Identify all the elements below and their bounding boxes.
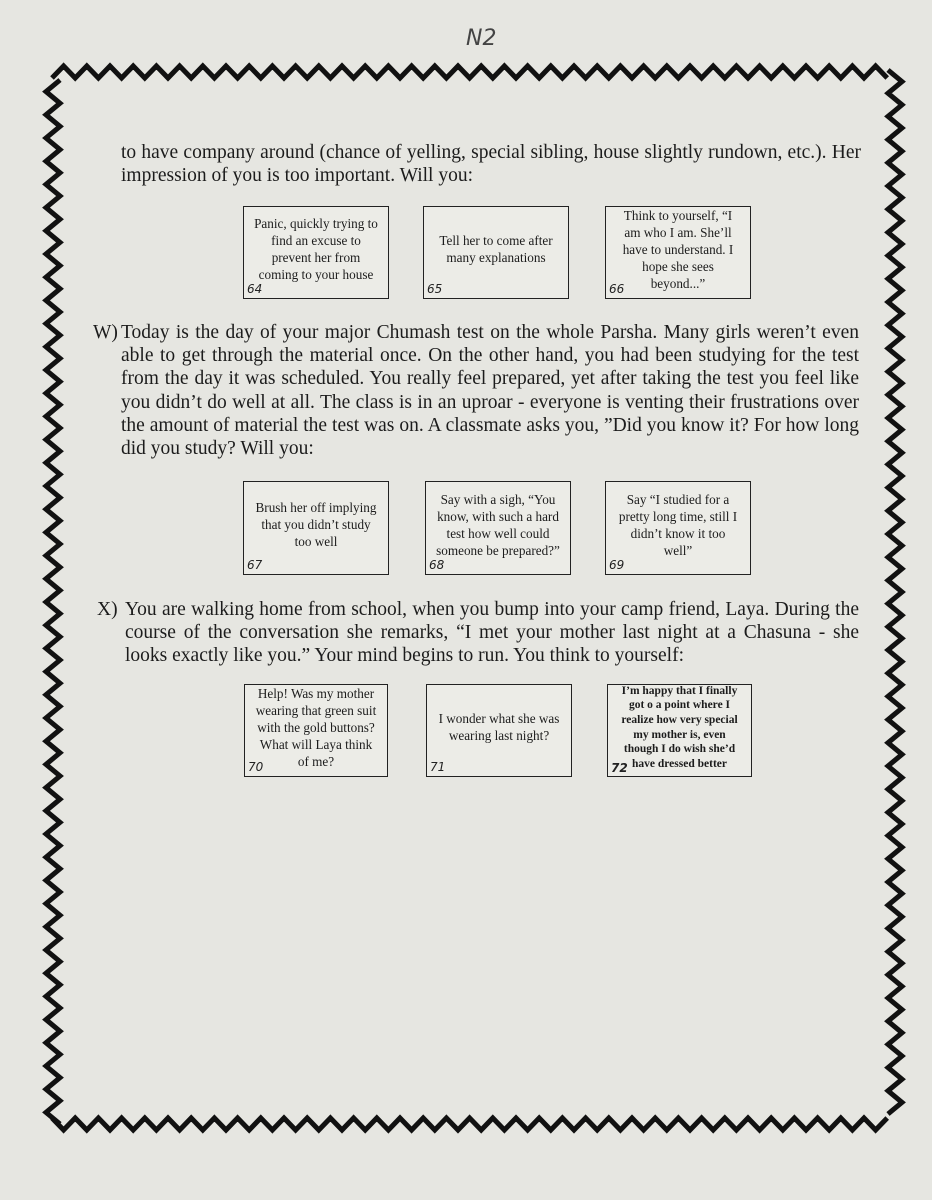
option-box xyxy=(605,481,751,575)
intro-paragraph xyxy=(121,141,861,187)
option-box xyxy=(243,206,389,299)
option-box xyxy=(423,206,569,299)
intro-text: to have company around (chance of yelling, special sibling, house slightly rundown, etc.). Her impression of you is too important. Will you: xyxy=(121,142,861,187)
option-text: Panic, quickly trying to find an excuse to prevent her from coming to your house xyxy=(254,216,378,282)
option-number: 67 xyxy=(247,558,263,572)
option-number: 69 xyxy=(609,558,625,572)
option-box xyxy=(244,684,388,777)
option-text: Help! Was my mother wearing that green suit with the gold buttons? What will Laya think of me? xyxy=(255,685,377,769)
option-text: Brush her off implying that you didn’t study too well xyxy=(255,500,377,549)
question-w xyxy=(93,321,859,460)
option-number: 68 xyxy=(429,558,445,572)
option-box xyxy=(425,481,571,575)
question-x xyxy=(97,598,859,668)
question-label: X) xyxy=(97,599,118,620)
option-number: 71 xyxy=(430,760,446,774)
option-text: Say with a sigh, “You know, with such a hard test how well could someone be prepared?” xyxy=(436,491,560,558)
option-box xyxy=(243,481,389,575)
option-text: I wonder what she was wearing last night? xyxy=(438,711,560,743)
option-text: Think to yourself, “I am who I am. She’ll have to understand. I hope she sees beyond...” xyxy=(622,207,734,291)
option-number: 70 xyxy=(248,760,264,774)
question-text: Today is the day of your major Chumash test on the whole Parsha. Many girls weren’t even able to get through the material once. On the other hand, you had been studying for the test from the day it was scheduled. You really feel prepared, yet after taking the test you feel like you didn’t do well at all. The class is in an uproar - everyone is venting their frustrations over the amount of material the test was on. A classmate asks you, ”Did you know it? For how long did you study? Will you: xyxy=(121,322,859,460)
option-box xyxy=(605,206,751,299)
option-text: Say “I studied for a pretty long time, still I didn’t know it too well” xyxy=(618,491,738,558)
option-box xyxy=(426,684,572,777)
option-number: 64 xyxy=(247,282,263,296)
option-box xyxy=(607,684,752,777)
option-number: 65 xyxy=(427,282,443,296)
question-label: W) xyxy=(93,322,118,343)
option-text: Tell her to come after many explanations xyxy=(439,233,553,265)
handwritten-page-mark: N2 xyxy=(466,26,497,51)
question-text: You are walking home from school, when you bump into your camp friend, Laya. During the course of the conversation she remarks, “I met your mother last night at a Chasuna - she looks exactly like you.” Your mind begins to run. You think to yourself: xyxy=(125,599,859,667)
option-number: 72 xyxy=(611,761,628,776)
option-number: 66 xyxy=(609,282,625,296)
option-text: I’m happy that I finally got o a point where I realize how very special my mother is, even though I do wish she’d have dressed better xyxy=(621,684,738,770)
